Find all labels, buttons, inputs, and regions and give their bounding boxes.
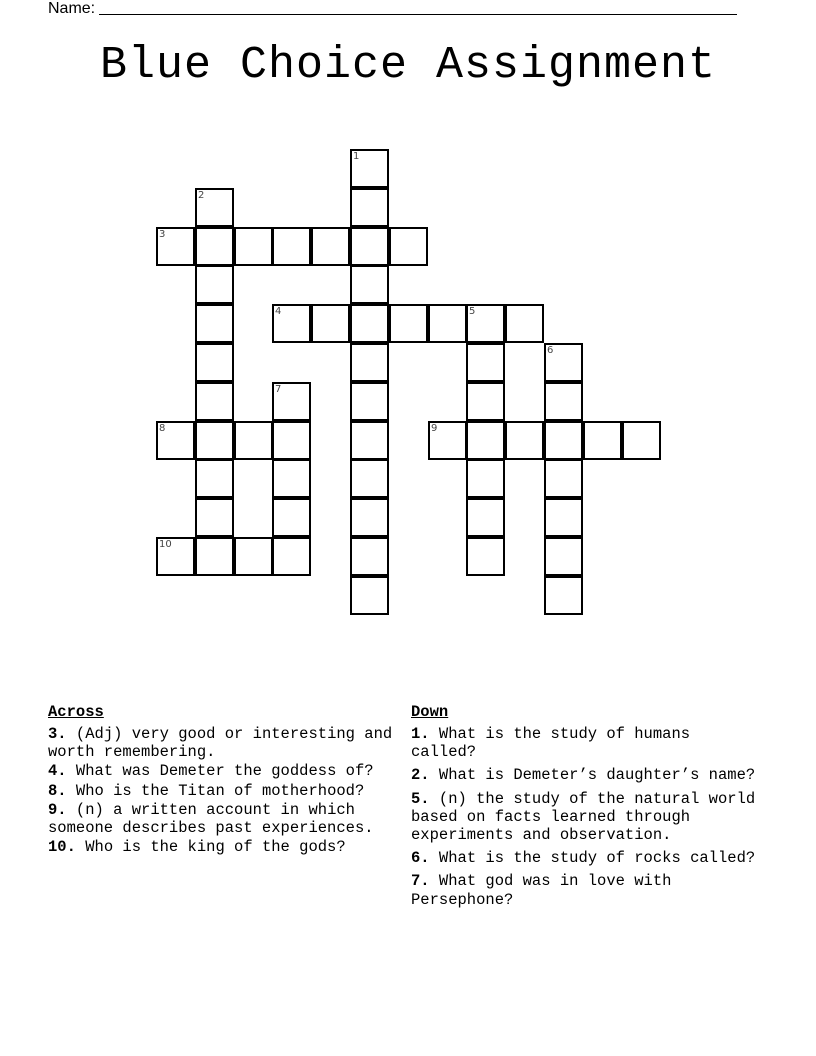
clue-down-5: 5. (n) the study of the natural world based on facts learned through experiments and observation. — [411, 789, 756, 845]
crossword-cell[interactable] — [350, 576, 389, 615]
crossword-cell[interactable] — [272, 304, 311, 343]
cell-number: 5 — [469, 306, 476, 317]
crossword-cell[interactable] — [544, 498, 583, 537]
crossword-cell[interactable] — [195, 537, 234, 576]
crossword-cell[interactable] — [195, 188, 234, 227]
crossword-cell[interactable] — [195, 421, 234, 460]
crossword-cell[interactable] — [350, 421, 389, 460]
clue-across-10: 10. Who is the king of the gods? — [48, 838, 346, 857]
crossword-cell[interactable] — [350, 343, 389, 382]
crossword-cell[interactable] — [272, 537, 311, 576]
crossword-cell[interactable] — [505, 304, 544, 343]
crossword-cell[interactable] — [544, 459, 583, 498]
crossword-cell[interactable] — [466, 382, 505, 421]
crossword-cell[interactable] — [195, 498, 234, 537]
cell-number: 9 — [431, 423, 438, 434]
clue-across-8: 8. Who is the Titan of motherhood? — [48, 781, 365, 800]
cell-number: 7 — [275, 384, 282, 395]
crossword-cell[interactable] — [505, 421, 544, 460]
page-title: Blue Choice Assignment — [99, 40, 717, 91]
crossword-cell[interactable] — [350, 149, 389, 188]
name-label: Name: — [48, 0, 96, 17]
crossword-cell[interactable] — [195, 382, 234, 421]
crossword-cell[interactable] — [428, 304, 467, 343]
crossword-cell[interactable] — [156, 421, 195, 460]
down-clues — [411, 703, 761, 914]
crossword-cell[interactable] — [466, 421, 505, 460]
crossword-cell[interactable] — [272, 227, 311, 266]
clue-across-9: 9. (n) a written account in which someone describes past experiences. — [48, 800, 374, 838]
crossword-cell[interactable] — [272, 421, 311, 460]
cell-number: 4 — [275, 306, 282, 317]
crossword-cell[interactable] — [234, 227, 273, 266]
crossword-cell[interactable] — [350, 227, 389, 266]
crossword-cell[interactable] — [544, 421, 583, 460]
crossword-cell[interactable] — [195, 459, 234, 498]
crossword-cell[interactable] — [466, 459, 505, 498]
crossword-cell[interactable] — [350, 265, 389, 304]
cell-number: 3 — [159, 229, 166, 240]
clue-down-2: 2. What is Demeter’s daughter’s name? — [411, 766, 756, 785]
crossword-cell[interactable] — [466, 343, 505, 382]
crossword-cell[interactable] — [389, 227, 428, 266]
crossword-cell[interactable] — [544, 382, 583, 421]
crossword-cell[interactable] — [350, 459, 389, 498]
crossword-cell[interactable] — [350, 382, 389, 421]
crossword-cell[interactable] — [350, 498, 389, 537]
crossword-cell[interactable] — [583, 421, 622, 460]
crossword-cell[interactable] — [544, 343, 583, 382]
clue-across-4: 4. What was Demeter the goddess of? — [48, 762, 374, 781]
clue-down-7: 7. What god was in love with Persephone? — [411, 872, 672, 909]
clue-down-6: 6. What is the study of rocks called? — [411, 849, 756, 868]
crossword-cell[interactable] — [311, 227, 350, 266]
cell-number: 6 — [547, 345, 554, 356]
crossword-cell[interactable] — [195, 304, 234, 343]
clue-across-3: 3. (Adj) very good or interesting and worth remembering. — [48, 725, 393, 762]
crossword-cell[interactable] — [350, 537, 389, 576]
cell-number: 8 — [159, 423, 166, 434]
crossword-cell[interactable] — [272, 382, 311, 421]
cell-number: 10 — [159, 539, 172, 550]
down-heading: Down — [411, 703, 449, 721]
crossword-cell[interactable] — [156, 227, 195, 266]
crossword-cell[interactable] — [544, 537, 583, 576]
crossword-cell[interactable] — [234, 421, 273, 460]
cell-number: 2 — [198, 190, 205, 201]
crossword-cell[interactable] — [195, 265, 234, 304]
crossword-cell[interactable] — [389, 304, 428, 343]
crossword-cell[interactable] — [272, 459, 311, 498]
cell-number: 1 — [353, 151, 360, 162]
across-heading: Across — [48, 703, 104, 721]
crossword-cell[interactable] — [466, 498, 505, 537]
crossword-cell[interactable] — [234, 537, 273, 576]
crossword-cell[interactable] — [466, 304, 505, 343]
crossword-cell[interactable] — [195, 343, 234, 382]
crossword-cell[interactable] — [428, 421, 467, 460]
crossword-cell[interactable] — [350, 304, 389, 343]
crossword-cell[interactable] — [311, 304, 350, 343]
crossword-cell[interactable] — [156, 537, 195, 576]
crossword-cell[interactable] — [544, 576, 583, 615]
across-clues — [48, 703, 403, 857]
crossword-cell[interactable] — [350, 188, 389, 227]
crossword-cell[interactable] — [466, 537, 505, 576]
clue-down-1: 1. What is the study of humans called? — [411, 725, 691, 762]
crossword-cell[interactable] — [195, 227, 234, 266]
crossword-cell[interactable] — [272, 498, 311, 537]
crossword-cell[interactable] — [622, 421, 661, 460]
